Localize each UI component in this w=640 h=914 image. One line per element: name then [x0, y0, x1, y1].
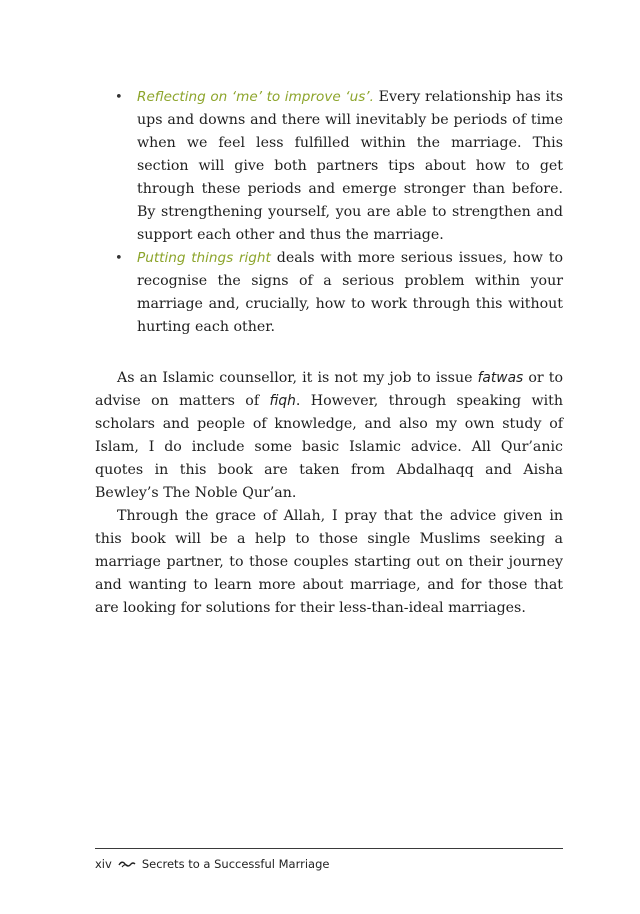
book-title: Secrets to a Successful Marriage — [141, 857, 330, 871]
bullet-icon: • — [115, 251, 123, 266]
page-footer — [95, 848, 563, 871]
list-item — [95, 86, 563, 247]
list-item-text: deals with more serious issues, how to recognise the signs of a serious problem within your marriage and, crucially, how to work through this without hurting each other. — [137, 250, 563, 335]
page-body — [95, 86, 563, 620]
term-fatwas: fatwas — [477, 370, 524, 386]
swirl-ornament-icon — [118, 859, 136, 869]
paragraph-counsellor: As an Islamic counsellor, it is not my job to issue fatwas or to advise on matters of fiqh. However, through speaking with scholars and people of knowledge, and also my own study of Islam, I do include some basic Islamic advice. All Qur’anic quotes in this book are taken from Abdalhaqq and Aisha Bewley’s The Noble Qur’an. — [95, 370, 563, 501]
list-item-text: Every relationship has its ups and downs and there will inevitably be periods of time when we feel less fulfilled within the marriage. This section will give both partners tips about how to get through these periods and emerge stronger than before. By strengthening yourself, you are able to strengthen and support each other and thus the marriage. — [137, 89, 563, 243]
list-item-lead: Putting things right — [137, 250, 271, 266]
page-number: xiv — [95, 857, 112, 871]
section-list — [95, 86, 563, 339]
paragraph-prayer: Through the grace of Allah, I pray that the advice given in this book will be a help to those single Muslims seeking a marriage partner, to those couples starting out on their journey and wanting to learn more about marriage, and for those that are looking for solutions for their less-than-ideal marriages. — [95, 508, 563, 616]
list-item — [95, 247, 563, 339]
term-fiqh: fiqh — [269, 393, 296, 409]
list-item-lead: Reflecting on ‘me’ to improve ‘us’. — [137, 89, 374, 105]
bullet-icon: • — [115, 90, 123, 105]
